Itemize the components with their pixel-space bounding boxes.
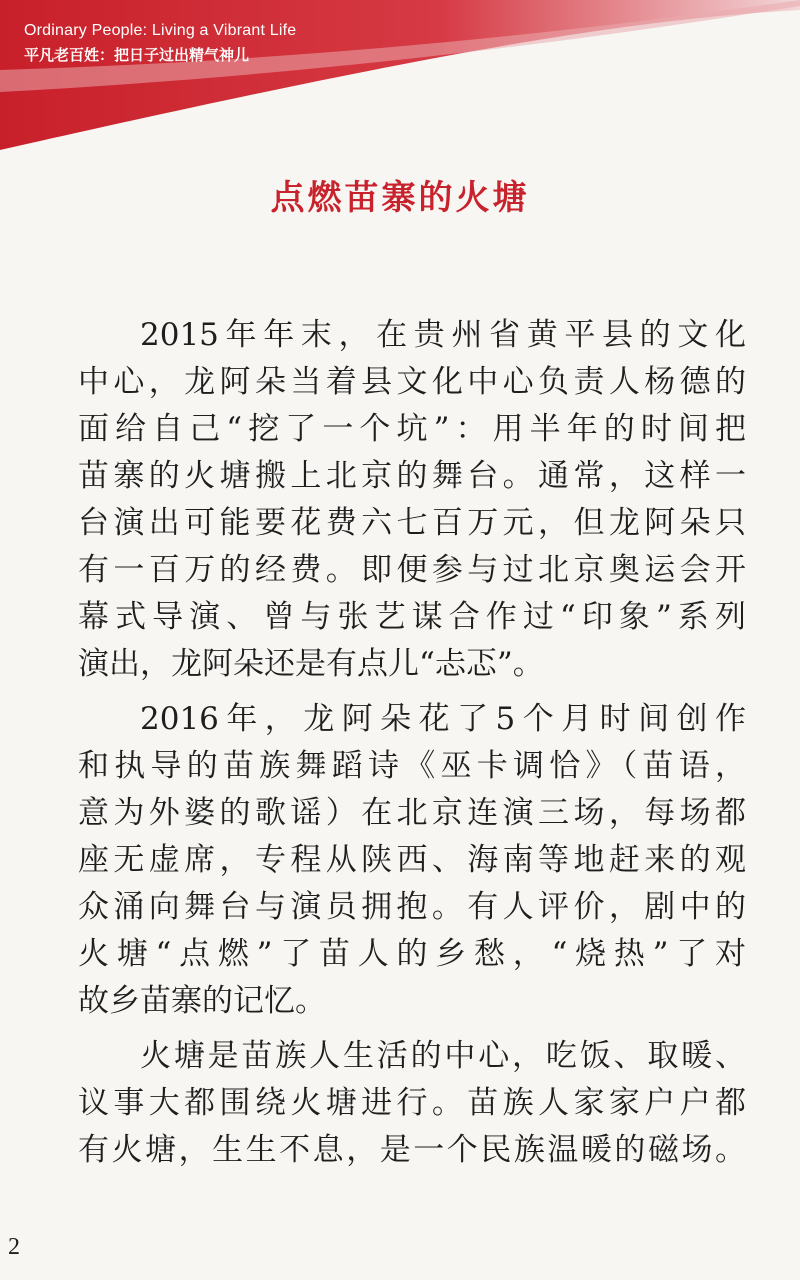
text-line: 2015年年末，在贵州省黄平县的文化 xyxy=(140,317,746,353)
header-chinese-title: 平凡老百姓：把日子过出精气神儿 xyxy=(24,46,250,64)
text-line: 座无虚席，专程从陕西、海南等地赶来的观 xyxy=(78,842,746,878)
text-line: 众涌向舞台与演员拥抱。有人评价，剧中的 xyxy=(78,889,746,925)
text-line: 有一百万的经费。即便参与过北京奥运会开 xyxy=(78,552,746,588)
text-line: 火塘“点燃”了苗人的乡愁，“烧热”了对 xyxy=(78,936,746,972)
page-number: 2 xyxy=(8,1234,20,1260)
text-line: 面给自己“挖了一个坑”：用半年的时间把 xyxy=(78,411,746,447)
header-english-title: Ordinary People: Living a Vibrant Life xyxy=(24,22,297,39)
paragraph-3 xyxy=(78,1033,746,1174)
paragraph-2 xyxy=(78,696,746,1025)
text-line: 演出，龙阿朵还是有点儿“忐忑”。 xyxy=(78,646,544,682)
text-line: 苗寨的火塘搬上北京的舞台。通常，这样一 xyxy=(78,458,746,494)
text-line: 意为外婆的歌谣）在北京连演三场，每场都 xyxy=(78,795,746,831)
paragraph-1 xyxy=(78,312,746,688)
text-line: 和执导的苗族舞蹈诗《巫卡调恰》（苗语， xyxy=(78,748,746,784)
text-line: 2016年，龙阿朵花了5个月时间创作 xyxy=(140,701,746,737)
text-line: 故乡苗寨的记忆。 xyxy=(78,983,326,1019)
text-line: 议事大都围绕火塘进行。苗族人家家户户都 xyxy=(78,1085,746,1121)
text-line: 火塘是苗族人生活的中心，吃饭、取暖、 xyxy=(140,1038,746,1074)
header-band xyxy=(0,0,800,160)
text-line: 有火塘，生生不息，是一个民族温暖的磁场。 xyxy=(78,1132,746,1168)
text-line: 中心，龙阿朵当着县文化中心负责人杨德的 xyxy=(78,364,746,400)
article-body xyxy=(78,312,746,1182)
text-line: 台演出可能要花费六七百万元，但龙阿朵只 xyxy=(78,505,746,541)
text-line: 幕式导演、曾与张艺谋合作过“印象”系列 xyxy=(78,599,746,635)
article-title: 点燃苗寨的火塘 xyxy=(270,178,530,218)
